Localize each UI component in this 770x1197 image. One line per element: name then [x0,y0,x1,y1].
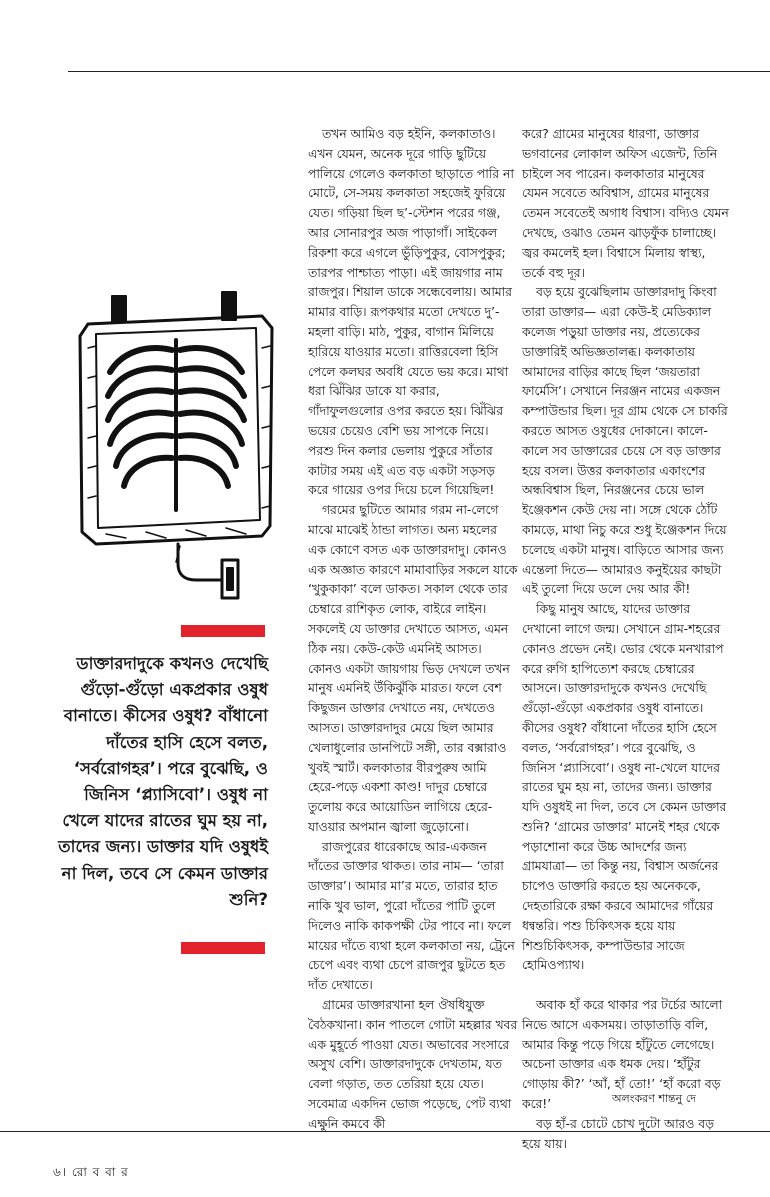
paragraph: গ্রামের ডাক্তারখানা হল ঔষধিযুক্ত বৈঠকখানা। কান পাতলে গোটা মহল্লার খবর এক মুহূর্তে পাওয়া যেত। অভাবের সংসারে অসুখ বেশি। ডাক্তারদাদুকে দেখতাম, যত বেলা গড়াত, তত তেরিয়া হয়ে যেত। সবেমাত্র একদিন ভোজ পড়েছে, পেট ব্যথা এক্ষুনি কমবে কী [308,998,518,1131]
bottom-rule [0,1131,770,1132]
paragraph: বড় হাঁ-র চোটে চোখ দুটো আরও বড় হয়ে যায়। [522,1116,714,1151]
accent-bar-top [181,625,265,637]
x-ray-film-viewer-icon [66,288,286,603]
paragraph: বড় হয়ে বুঝেছিলাম ডাক্তারদাদু কিংবা তারা ডাক্তার— এরা কেউ-ই মেডিক্যাল কলেজ পড়ুয়া ডাক্তার নয়, প্রত্যেকের ডাক্তারিই অভিজ্ঞতালব্ধ। কলকাতায় আমাদের বাড়ির কাছে ছিল ‘জয়তারা ফার্মেসি’। সেখানে নিরঞ্জন নামের একজন কম্পাউন্ডার ছিল। দূর গ্রাম থেকে সে চাকরি করতে আসত ওষুধের দোকানে। কালে-কালে সব ডাক্তারের চেয়ে সে বড় ডাক্তার হয়ে বসল। উত্তর কলকাতার একাংশের অন্ধবিশ্বাস ছিল, নিরঞ্জনের চেয়ে ভাল ইঞ্জেকশন কেউ দেয় না। সঙ্গে থেকে ঠোঁট কামড়ে, মাথা নিচু করে শুধু ইঞ্জেকশন দিয়ে চলেছে একটা মানুষ। বাড়িতে আসার জন্য এন্তেলা দিতে— আমারও কনুইয়ের কাছটা এই তুলো দিয়ে ডলে দেয় আর কী! [522,285,728,597]
article-column-1 [308,125,518,1135]
article-column-2 [522,125,732,1154]
pull-quote: ডাক্তারদাদুকে কখনও দেখেছি গুঁড়ো-গুঁড়ো একপ্রকার ওষুধ বানাতে। কীসের ওষুধ? বাঁধানো দাঁতের হাসি হেসে বলত, ‘সর্বরোগহর’। পরে বুঝেছি, ও জিনিস ‘প্ল্যাসিবো’। ওষুধ না খেলে যাদের রাতের ঘুম হয় না, তাদের জন্য। ডাক্তার যদি ওষুধই না দিল, তবে সে কেমন ডাক্তার শুনি? [58,654,268,909]
illustration-credit: অলংকরণ শান্তনু দে [612,1092,696,1105]
paragraph: গরমের ছুটিতে আমার গরম না-লেগে মাঝে মাঝেই ঠান্ডা লাগত। অন্য মহলের এক কোণে বসত এক ডাক্তারদাদু। কোনও এক অজ্ঞাত কারণে মামাবাড়ির সকলে যাকে ‘খুকুকাকা’ বলে ডাকত। সকাল থেকে তার চেম্বারে রাশিকৃত লোক, বাইরে লাইন। সকলেই যে ডাক্তার দেখাতে আসত, এমন ঠিক নয়। কেউ-কেউ এমনিই আসত। কোনও একটা জায়গায় ভিড় দেখলে তখন মানুষ এমনিই উঁকিঝুঁকি মারত। ফলে বেশ কিছুজন ডাক্তার দেখাতে নয়, দেখতেও আসত। ডাক্তারদাদুর মেয়ে ছিল আমার খেলাধুলোর ডানপিটে সঙ্গী, তার বক্সারাও খুবই স্মার্ট। কলকাতার বীরপুরুষ আমি হেরে-পড়ে একশা কাণ্ড! দাদুর চেম্বারে তুলোয় করে আয়োডিন লাগিয়ে হেরে-যাওয়ার অপমান জ্বালা জুড়োনো। [308,503,518,834]
paragraph: কিছু মানুষ আছে, যাদের ডাক্তার দেখানো লাগে জন্ম। সেখানে গ্রাম-শহরের কোনও প্রভেদ নেই। ভোর থেকে মনখারাপ করে রুগি হাপিত্যেশ করছে চেম্বারের আসনে। ডাক্তারদাদুকে কখনও দেখেছি গুঁড়ো-গুঁড়ো একপ্রকার ওষুধ বানাতে। কীসের ওষুধ? বাঁধানো দাঁতের হাসি হেসে বলত, ‘সর্বরোগহর’। পরে বুঝেছি, ও জিনিস ‘প্ল্যাসিবো’। ওষুধ না-খেলে যাদের রাতের ঘুম হয় না, তাদের জন্য। ডাক্তার যদি ওষুধই না দিল, তবে সে কেমন ডাক্তার শুনি? ‘গ্রামের ডাক্তার’ মানেই শহর থেকে পড়াশোনা করে উচ্চ আদর্শের জন্য গ্রামযাত্রা— তা কিন্তু নয়, বিশ্বাস অর্জনের চাপেও ডাক্তারি করতে হয় অনেককে, দেহতারিকে রক্ষা করবে আমাদের গাঁয়ের ধন্বন্তরি। পশু চিকিৎসক হয়ে যায় শিশুচিকিৎসক, কম্পাউন্ডার সাজে হোমিওপ্যাথ। [522,602,727,973]
page-folio: ৬। রো ব বা র [53,1165,129,1179]
paragraph: করে? গ্রামের মানুষের ধারণা, ডাক্তার ভগবানের লোকাল অফিস এজেন্ট, তিনি চাইলে সব পারেন। কলকাতার মানুষের যেমন সবেতে অবিশ্বাস, গ্রামের মানুষের তেমন সবেতেই অগাধ বিশ্বাস। বদ্যিও যেমন দেখছে, ওঝাও তেমন ঝাড়ফুঁক চালাচ্ছে। জ্বর কমলেই হল। বিশ্বাসে মিলায় স্বাস্থ্য, তর্কে বহু দূর। [522,127,729,280]
top-rule [68,71,770,72]
paragraph-gap [522,976,732,996]
accent-bar-bottom [181,942,265,954]
paragraph: তখন আমিও বড় হইনি, কলকাতাও। এখন যেমন, অনেক দূরে গাড়ি ছুটিয়ে পালিয়ে গেলেও কলকাতা ছাড়াতে পারি না মোটে, সে-সময় কলকাতা সহজেই ফুরিয়ে যেত। গড়িয়া ছিল ছ’-স্টেশন পরের গঞ্জ, আর সোনারপুর অজ পাড়াগাঁ। সাইকেল রিকশা করে এগলে ভুঁড়িপুকুর, বোসপুকুর; তারপর পাশ্চাত্য পাড়া। এই জায়গার নাম রাজপুর। শিয়াল ডাকে সন্ধেবেলায়। আমার মামার বাড়ি। রূপকথার মতো দেখতে দু’-মহলা বাড়ি। মাঠ, পুকুর, বাগান মিলিয়ে হারিয়ে যাওয়ার মতো। রাত্তিরবেলা হিসি পেলে কলঘর অবধি যেতে ভয় করে। মাথা ধরা ঝিঁঝির ডাকে যা করার, গাঁদাফুলগুলোর ওপর করতে হয়। ঝিঁঝির ভয়ের চেয়েও বেশি ভয় সাপকে নিয়ে। পরশু দিন কলার ভেলায় পুকুরে সাঁতার কাটার সময় এই এত বড় একটা সড়সড় করে গায়ের ওপর দিয়ে চলে গিয়েছিল! [308,127,514,498]
paragraph: রাজপুরের ধারেকাছে আর-একজন দাঁতের ডাক্তার থাকত। তার নাম— ‘তারা ডাক্তার’। আমার মা’র মতে, তারার হাত নাকি খুব ভাল, পুরো দাঁতের পাটি তুলে দিলেও নাকি কাকপক্ষী টের পাবে না। ফলে মায়ের দাঁতে ব্যথা হলে কলকাতা নয়, ট্রেনে চেপে এবং ব্যথা চেপে রাজপুর ছুটতে হত দাঁত দেখাতে। [308,839,515,993]
paragraph: অবাক হাঁ করে থাকার পর টর্চের আলো নিভে আসে একসময়। তাড়াতাড়ি বলি, আমার কিন্তু পড়ে গিয়ে হাঁটুতে লেগেছে। অচেনা ডাক্তার এক ধমক দেয়। ‘হাঁটুর গোড়ায় কী?’ ‘আঁ, হাঁ তো!’ ‘হাঁ করো বড় করে!’ [522,998,723,1112]
